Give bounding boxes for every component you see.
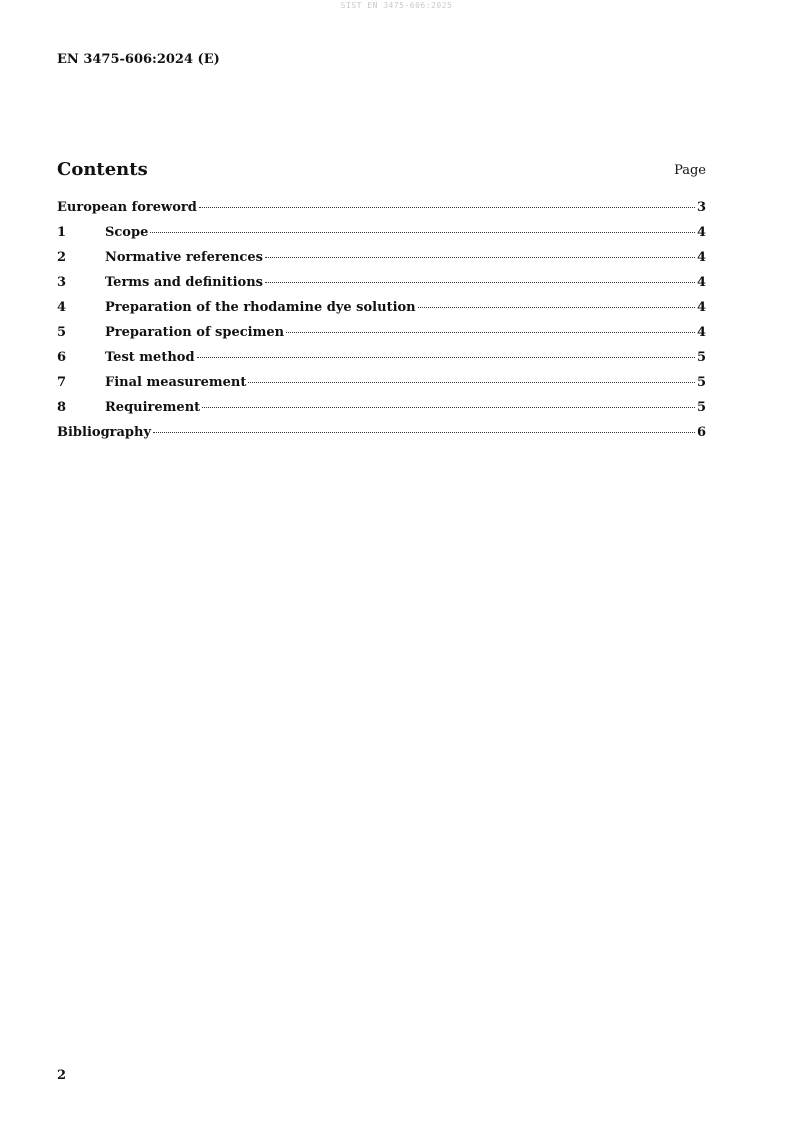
- toc-entry-title: Requirement: [105, 400, 201, 415]
- toc-entry-number: 7: [57, 375, 67, 390]
- toc-entry-number: 6: [57, 350, 67, 365]
- toc-entry-title: Terms and definitions: [105, 275, 263, 290]
- toc-entry-page: 5: [696, 400, 706, 415]
- toc-entry-page: 4: [696, 300, 706, 315]
- toc-entry-title: Normative references: [105, 250, 263, 265]
- toc-entry-page: 4: [696, 275, 706, 290]
- toc-dot-leader: [286, 332, 695, 333]
- toc-entry-title: Test method: [105, 350, 195, 365]
- toc-dot-leader: [202, 407, 695, 408]
- contents-title: Contents: [57, 159, 148, 180]
- page-column-label: Page: [674, 163, 706, 178]
- toc-dot-leader: [265, 257, 695, 258]
- toc-dot-leader: [248, 382, 695, 383]
- toc-dot-leader: [199, 207, 695, 208]
- toc-entry[interactable]: [57, 400, 706, 425]
- toc-entry[interactable]: [57, 325, 706, 350]
- toc-entry-number: 5: [57, 325, 67, 340]
- toc-entry-page: 5: [696, 350, 706, 365]
- toc-entry[interactable]: [57, 425, 706, 450]
- toc-entry-page: 4: [696, 250, 706, 265]
- toc-entry-title: Preparation of specimen: [105, 325, 285, 340]
- toc-entry-page: 4: [696, 225, 706, 240]
- table-of-contents: [57, 200, 706, 450]
- toc-dot-leader: [418, 307, 695, 308]
- contents-heading: [57, 159, 706, 183]
- toc-entry[interactable]: [57, 225, 706, 250]
- toc-entry-page: 4: [696, 325, 706, 340]
- document-id: EN 3475-606:2024 (E): [57, 52, 220, 67]
- toc-entry-title: Preparation of the rhodamine dye solution: [105, 300, 416, 315]
- toc-entry-title: Final measurement: [105, 375, 247, 390]
- toc-entry-number: 1: [57, 225, 67, 240]
- toc-entry-number: 2: [57, 250, 67, 265]
- watermark-text: SIST EN 3475-606:2025: [340, 1, 453, 10]
- toc-dot-leader: [197, 357, 695, 358]
- toc-entry-title: Bibliography: [57, 425, 152, 440]
- toc-dot-leader: [265, 282, 695, 283]
- toc-entry[interactable]: [57, 350, 706, 375]
- toc-dot-leader: [153, 432, 695, 433]
- toc-entry[interactable]: [57, 250, 706, 275]
- toc-entry-number: 3: [57, 275, 67, 290]
- toc-entry-title: Scope: [105, 225, 149, 240]
- toc-entry-title: European foreword: [57, 200, 197, 215]
- footer-page-number: 2: [57, 1068, 67, 1083]
- toc-entry-number: 4: [57, 300, 67, 315]
- toc-entry-page: 3: [696, 200, 706, 215]
- toc-entry-number: 8: [57, 400, 67, 415]
- toc-entry[interactable]: [57, 375, 706, 400]
- toc-entry[interactable]: [57, 300, 706, 325]
- toc-entry-page: 5: [696, 375, 706, 390]
- toc-entry[interactable]: [57, 200, 706, 225]
- toc-entry-page: 6: [696, 425, 706, 440]
- toc-dot-leader: [150, 232, 695, 233]
- toc-entry[interactable]: [57, 275, 706, 300]
